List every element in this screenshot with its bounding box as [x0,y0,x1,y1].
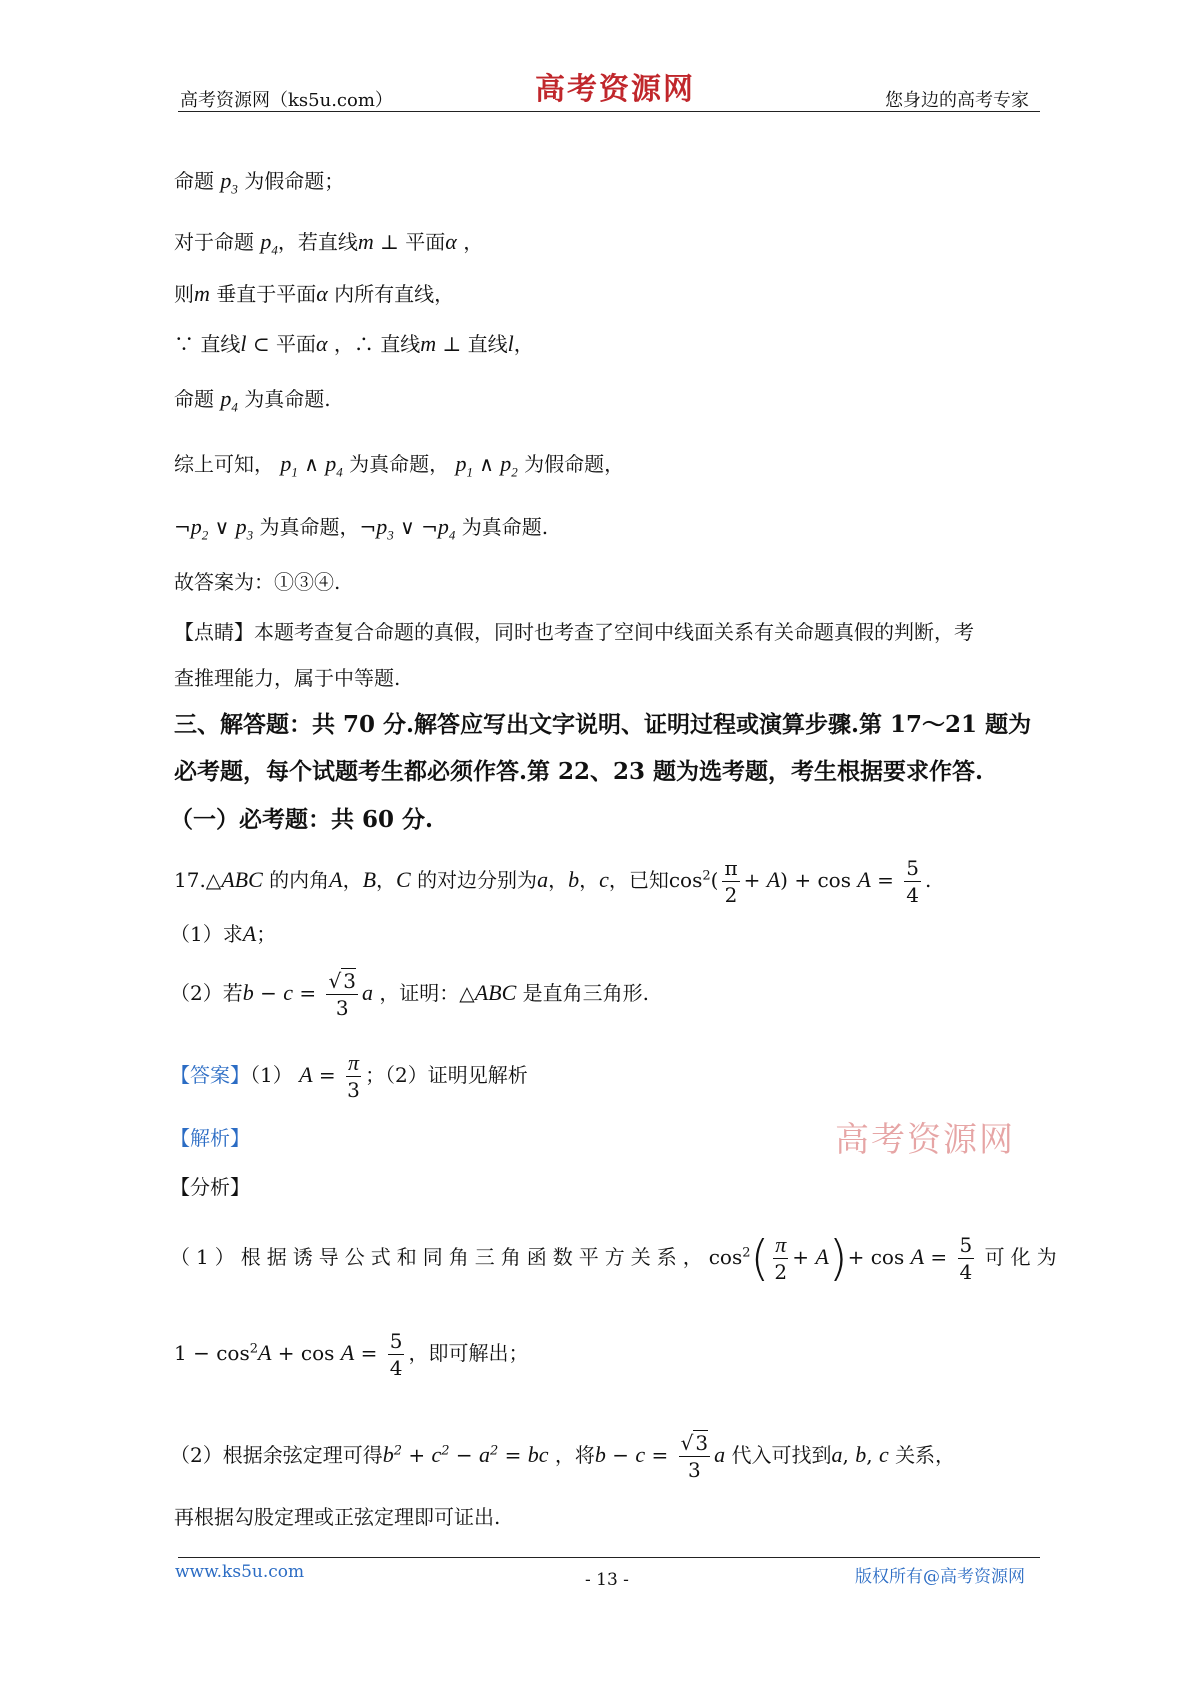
watermark: 高考资源网 [835,1120,1015,1160]
text-line: ∵ 直线l ⊂ 平面α ，∴ 直线m ⊥ 直线l， [174,331,534,356]
footer-rule [178,1557,1040,1558]
text-line: 命题 $p_3$ 为假命题； [174,168,345,197]
site-logo: 高考资源网 [535,72,695,107]
header-left: 高考资源网（ks5u.com） [180,90,393,111]
analysis-line: 再根据勾股定理或正弦定理即可证出. [174,1505,501,1529]
question-part-2: （2）若b − c = $\frac{√ 3}{3}$ a ，证明：△ABC 是直角三角形. [170,969,649,1020]
section-heading: 三、解答题：共 70 分.解答应写出文字说明、证明过程或演算步骤.第 17～21 题为 [174,711,1032,738]
text-line: 查推理能力，属于中等题. [174,666,401,690]
text-line: 则m 垂直于平面α 内所有直线， [174,281,455,306]
analysis-line: $1 - \cos^2A + \cos A$ = $\frac{5}{4}$ ，即可解出； [174,1329,529,1380]
section-heading: （一）必考题：共 60 分. [170,806,434,833]
header-rule [178,111,1040,112]
question-part-1: （1）求A； [170,921,277,946]
section-heading: 必考题，每个试题考生都必须作答.第 22、23 题为选考题，考生根据要求作答. [174,758,984,785]
text-line: 综上可知， $p_1$ ∧ $p_4$ 为真命题， $p_1$ ∧ $p_2$ 为假命题， [174,451,625,480]
text-line: 故答案为：①③④. [174,570,341,594]
text-line: 对于命题 $p_4$，若直线m ⊥ 平面α ， [174,229,484,258]
answer-line: 【答案】（1） A = $\frac{\pi}{3}$ ；（2）证明见解析 [170,1050,528,1102]
analysis-line: （2）根据余弦定理可得$b^2 + c^2 - a^2$ = bc ，将b − c = $\frac{√ 3}{3}$ a 代入可找到a, b, c 关系， [170,1431,956,1482]
footer-copyright: 版权所有@高考资源网 [855,1567,1025,1587]
text-line: $\neg p_2$ ∨ $p_3$ 为真命题，$\neg p_3$ ∨ $\neg p_4$ 为真命题. [174,514,549,543]
text-line: 命题 $p_4$ 为真命题. [174,386,331,415]
analysis-line: （1）根据诱导公式和同角三角函数平方关系，$\cos^2$( $\frac{\pi}{2}$ + A)+ cos A = $\frac{5}{4}$ 可化为 [170,1230,1063,1287]
fenxi-tag: 【分析】 [170,1175,250,1199]
footer-link[interactable]: www.ks5u.com [175,1562,305,1582]
page-number: - 13 - [585,1570,629,1590]
header-right: 您身边的高考专家 [885,90,1029,111]
question-17: 17.△ABC 的内角A，B，C 的对边分别为a，b，c，已知$\cos^2$( $\frac{\pi}{2}$ + A) + cos A = $\frac{5}{4}$ . [174,856,932,907]
analysis-tag: 【解析】 [170,1126,250,1150]
text-line: 【点睛】本题考查复合命题的真假，同时也考查了空间中线面关系有关命题真假的判断，考 [174,620,974,644]
